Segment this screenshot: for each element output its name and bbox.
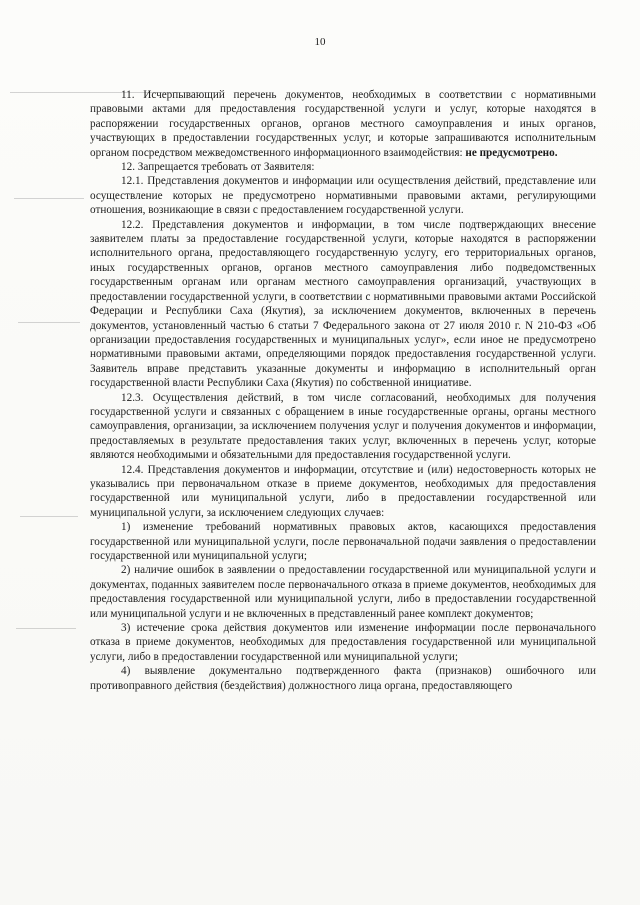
paragraph-text: 11. Исчерпывающий перечень документов, необходимых в соответствии с нормативными правовыми актами для предоставления государственной услуги и услуг, которые находятся в распоряжении государственных органов, органов местного самоуправления и иных органов, участвующих в предоставлении государственных услуг, и которые запрашиваются исполнительным органом посредством межведомственного информационного взаимодействия: <box>90 89 596 159</box>
scan-artifact <box>20 516 78 517</box>
paragraph-12-1: 12.1. Представления документов и информации или осуществления действий, представление или осуществление которых не предусмотрено нормативными правовыми актами, регулирующими отношения, возникающие в связи с предоставлением государственной услуги. <box>90 175 596 217</box>
bold-conclusion: не предусмотрено. <box>465 146 558 159</box>
scan-artifact <box>14 198 84 199</box>
page-number: 10 <box>314 36 326 48</box>
paragraph-12-2: 12.2. Представления документов и информации, в том числе подтверждающих внесение заявителем платы за предоставление государственной услуги, которые находятся в распоряжении исполнительного органа, предоставляющего государственную услугу, его территориальных органов, иных государственных органов, органов местного самоуправления либо подведомственных государственным органам или органам местного самоуправления организаций, участвующих в предоставлении государственной услуги, в соответствии с нормативными правовыми актами Российской Федерации и Республики Саха (Якутия), за исключением документов, включенных в перечень документов, установленный частью 6 статьи 7 Федерального закона от 27 июля 2010 г. N 210-ФЗ «Об организации предоставления государственных и муниципальных услуг», если иное не предусмотрено нормативными правовыми актами, определяющими порядок предоставления государственной услуги. Заявитель вправе представить указанные документы и информацию в исполнительный орган государственной власти Республики Саха (Якутия) по собственной инициативе. <box>90 218 596 390</box>
paragraph-12-3: 12.3. Осуществления действий, в том числе согласований, необходимых для получения государственной услуги и связанных с обращением в иные государственные органы, органы местного самоуправления, организации, за исключением получения услуг и получения документов и информации, предоставляемых в результате предоставления таких услуг, включенных в перечень услуг, которые являются необходимыми и обязательными для предоставления государственной услуги. <box>90 391 596 462</box>
paragraph-12: 12. Запрещается требовать от Заявителя: <box>121 161 315 174</box>
list-item-3: 3) истечение срока действия документов или изменение информации после первоначального отказа в приеме документов, необходимых для предоставления государственной или муниципальной услуги, либо в предоставлении государственной или муниципальной услуги; <box>90 622 596 663</box>
list-item-1: 1) изменение требований нормативных правовых актов, касающихся предоставления государственной или муниципальной услуги, после первоначальной подачи заявления о предоставлении государственной или муниципальной услуги; <box>90 521 596 562</box>
paragraph-12-4: 12.4. Представления документов и информации, отсутствие и (или) недостоверность которых не указывались при первоначальном отказе в приеме документов, необходимых для предоставления государственной или муниципальной услуги, либо в предоставлении государственной или муниципальной услуги, за исключением следующих случаев: <box>90 463 596 519</box>
scan-artifact <box>16 628 76 629</box>
scan-artifact <box>18 322 80 323</box>
document-body <box>90 88 596 693</box>
list-item-4: 4) выявление документально подтвержденного факта (признаков) ошибочного или противоправного действия (бездействия) должностного лица органа, предоставляющего <box>90 665 596 692</box>
list-item-2: 2) наличие ошибок в заявлении о предоставлении государственной или муниципальной услуги и документах, поданных заявителем после первоначального отказа в приеме документов, необходимых для предоставления государственной или муниципальной услуги, либо в предоставлении государственной или муниципальной услуги и не включенных в представленный ранее комплект документов; <box>90 564 596 620</box>
paragraph-11 <box>90 88 596 160</box>
